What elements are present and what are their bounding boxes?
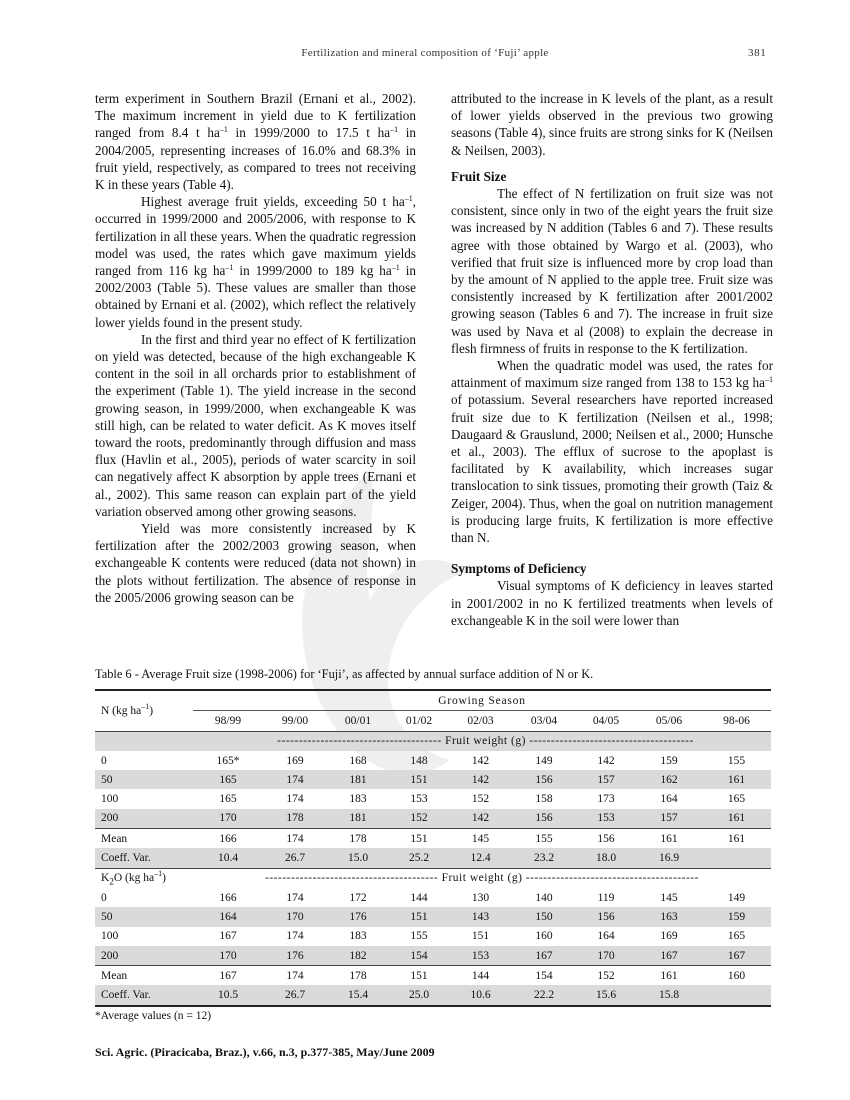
- table-cell: 142: [449, 770, 512, 789]
- table-cell: 26.7: [263, 985, 327, 1005]
- table-cell: 167: [636, 946, 702, 966]
- table-cell: 183: [349, 930, 367, 943]
- table-cell: 170: [193, 946, 263, 966]
- n-rate-header: N (kg $ha^{-1}$): [95, 690, 193, 731]
- k-rate-header: $K_2O$ (kg $ha^{-1}$): [95, 868, 193, 888]
- table-cell: 162: [636, 770, 702, 789]
- table-row: [95, 848, 771, 868]
- table-cell: 178: [327, 829, 389, 849]
- table-cell: 164: [660, 793, 678, 806]
- table-cell: 173: [597, 793, 615, 806]
- table-cell: 155: [727, 754, 746, 767]
- table-row: [95, 770, 771, 789]
- table-caption: Table 6 - Average Fruit size (1998-2006) for ‘Fuji’, as affected by annual surface addition of N or K.: [95, 667, 594, 681]
- table-cell: 167: [702, 946, 771, 966]
- table-cell: 169: [286, 754, 304, 767]
- table-cell: 153: [410, 793, 428, 806]
- table-cell: 174: [286, 930, 304, 943]
- table-cell: 156: [512, 809, 576, 829]
- table-cell: 145: [449, 829, 512, 849]
- left-paragraph-1: term experiment in Southern Brazil (Ernani et al., 2002). The maximum increment in yield due to K fertilization ranged from 8.4 t $ha^{-1}$ in 1999/2000 to 17.5 t $ha^{-1}$ in 2004/2005, representing increases of 16.0% and 68.3% in fruit yield, respectively, as compared to trees not receiving K in these years (Table 4).: [95, 91, 417, 193]
- table-row: [95, 888, 771, 907]
- row-label: Mean: [95, 966, 193, 986]
- table-cell: 174: [263, 966, 327, 986]
- table-cell: 160: [535, 930, 553, 943]
- table-cell: 143: [449, 907, 512, 926]
- table-cell: 142: [597, 754, 615, 767]
- row-label: 100: [101, 930, 119, 943]
- row-label: 50: [95, 770, 193, 789]
- table-row: [95, 927, 771, 946]
- section-heading-fruit-size: Fruit Size: [451, 168, 507, 184]
- table-cell: 26.7: [263, 848, 327, 868]
- table-cell: 154: [512, 966, 576, 986]
- row-label: 50: [95, 907, 193, 926]
- table-cell: 150: [512, 907, 576, 926]
- table-cell: 161: [702, 829, 771, 849]
- table-cell: 165: [219, 793, 237, 806]
- right-paragraph-1: attributed to the increase in K levels of the plant, as a result of lower yields observed in the previous two growing seasons (Table 4), since fruits are strong sinks for K (Neilsen & Neilsen, 2003).: [451, 91, 773, 158]
- table-cell: 159: [660, 754, 678, 767]
- table-cell: 16.9: [636, 848, 702, 868]
- table-cell: 160: [702, 966, 771, 986]
- table-row: [95, 829, 771, 849]
- season-col-header: 03/04: [512, 711, 576, 731]
- table-cell: 167: [219, 930, 237, 943]
- growing-season-header: Growing Season: [193, 690, 771, 711]
- table-cell: 165*: [216, 754, 240, 767]
- row-label: 200: [95, 946, 193, 966]
- table-cell: 167: [512, 946, 576, 966]
- table-cell: 174: [263, 770, 327, 789]
- table-cell: 156: [512, 770, 576, 789]
- table-cell: 152: [389, 809, 449, 829]
- table-cell: 23.2: [512, 848, 576, 868]
- table-cell: [702, 985, 771, 1005]
- table-cell: 15.0: [327, 848, 389, 868]
- table-row: [95, 985, 771, 1005]
- table-cell: 176: [327, 907, 389, 926]
- right-paragraph-2: The effect of N fertilization on fruit size was not consistent, since only in two of the eight years the fruit size was increased by N addition (Tables 6 and 7). These results agree with those obtained by Wargo et al. (2003), who verified that fruit size is influenced more by crop load than by the amount of N applied to the apple tree. Fruit size was consistently increased by K fertilization after 2001/2002 growing season (Tables 6 and 7). The increase in fruit size was used by Nava et al (2008) to explain the decrease in flesh firmness of fruits in response to the K fertilization.: [451, 186, 773, 356]
- table-cell: 172: [349, 891, 367, 904]
- table-cell: 170: [263, 907, 327, 926]
- table-cell: 25.2: [389, 848, 449, 868]
- table-cell: 142: [471, 754, 490, 767]
- table-cell: 165: [727, 930, 746, 943]
- table-cell: 183: [349, 793, 367, 806]
- table-cell: 152: [576, 966, 636, 986]
- table-cell: 164: [193, 907, 263, 926]
- table-cell: 161: [636, 966, 702, 986]
- table-cell: 151: [389, 770, 449, 789]
- table-cell: 169: [660, 930, 678, 943]
- table-cell: [702, 848, 771, 868]
- table-cell: 164: [597, 930, 615, 943]
- table-cell: 178: [327, 966, 389, 986]
- table-cell: 165: [193, 770, 263, 789]
- table-cell: 159: [702, 907, 771, 926]
- table-cell: 140: [535, 891, 553, 904]
- right-paragraph-4: Visual symptoms of K deficiency in leaves started in 2001/2002 in no K fertilized treatments when levels of exchangeable K in the soil were lower than: [451, 578, 773, 628]
- table-cell: 155: [512, 829, 576, 849]
- season-col-header: 00/01: [327, 711, 389, 731]
- table-row: [95, 809, 771, 829]
- n-subheader-row: -------------------------------------- Fruit weight (g) --------------------------------------: [95, 731, 771, 751]
- table-cell: 155: [410, 930, 428, 943]
- table-row: [95, 789, 771, 808]
- row-label: 0: [101, 754, 107, 767]
- table-cell: 153: [576, 809, 636, 829]
- k-subheader-row: [95, 868, 771, 888]
- table-cell: 161: [702, 770, 771, 789]
- right-column: [451, 90, 773, 629]
- row-label: Coeff. Var.: [95, 985, 193, 1005]
- table-row: [95, 946, 771, 966]
- table-cell: 161: [636, 829, 702, 849]
- season-col-header: 01/02: [389, 711, 449, 731]
- left-paragraph-2: Highest average fruit yields, exceeding 50 t $ha^{-1}$, occurred in 1999/2000 and 2005/2006, with response to K fertilization in all these years. When the quadratic regression model was used, the rates which gave maximum yields ranged from 116 kg $ha^{-1}$ in 1999/2000 to 189 kg $ha^{-1}$ in 2002/2003 (Table 5). These values are smaller than those obtained by Ernani et al. (2002), which reflect the relatively lower yields found in the present study.: [95, 194, 416, 330]
- fruit-weight-subheader: ---------------------------------------- Fruit weight (g) ----------------------------------------: [193, 868, 771, 888]
- table-cell: 165: [727, 793, 746, 806]
- journal-footer: Sci. Agric. (Piracicaba, Braz.), v.66, n.3, p.377-385, May/June 2009: [95, 1045, 435, 1059]
- table-cell: 168: [349, 754, 367, 767]
- table-cell: 149: [727, 891, 746, 904]
- table-cell: 15.8: [636, 985, 702, 1005]
- season-col-header: 02/03: [449, 711, 512, 731]
- table-cell: 154: [389, 946, 449, 966]
- table-cell: 152: [471, 793, 490, 806]
- table-cell: 166: [193, 829, 263, 849]
- season-col-header: 99/00: [263, 711, 327, 731]
- section-heading-symptoms: Symptoms of Deficiency: [451, 561, 587, 577]
- row-label: Mean: [95, 829, 193, 849]
- table-cell: 10.6: [449, 985, 512, 1005]
- table-cell: 142: [449, 809, 512, 829]
- table-cell: 22.2: [512, 985, 576, 1005]
- table-cell: 157: [636, 809, 702, 829]
- table-row: [95, 751, 771, 770]
- table-cell: 148: [410, 754, 428, 767]
- table-row: [95, 966, 771, 986]
- table-cell: 174: [286, 891, 304, 904]
- table-cell: 176: [263, 946, 327, 966]
- table-cell: 157: [576, 770, 636, 789]
- left-paragraph-4: Yield was more consistently increased by K fertilization after the 2002/2003 growing season, when exchangeable K contents were reduced (data not shown) in the plots without fertilization. The absence of response in the 2005/2006 growing season can be: [95, 521, 416, 605]
- left-paragraph-3: In the first and third year no effect of K fertilization on yield was detected, because of the high exchangeable K content in the soil in all orchards prior to establishment of the experiment (Table 1). The yield increase in the second growing season, in 1999/2000, when exchangeable K was still high, can be related to water deficit. As K moves itself toward the roots, predominantly through diffusion and mass flux (Havlin et al., 2005), periods of water scarcity in soil can negatively affect K absorption by apple trees (Ernani et al., 2002). This same reason can explain part of the yield variation observed among other growing seasons.: [95, 331, 416, 519]
- table-cell: 10.4: [193, 848, 263, 868]
- running-header: Fertilization and mineral composition of ‘Fuji’ apple: [301, 47, 549, 59]
- table-cell: 151: [389, 829, 449, 849]
- table-cell: 151: [389, 907, 449, 926]
- table-cell: 119: [597, 891, 615, 904]
- table-cell: 167: [193, 966, 263, 986]
- table-cell: 182: [327, 946, 389, 966]
- table-cell: 151: [471, 930, 490, 943]
- table-cell: 12.4: [449, 848, 512, 868]
- table-cell: 166: [219, 891, 237, 904]
- row-label: Coeff. Var.: [95, 848, 193, 868]
- table-cell: 144: [410, 891, 428, 904]
- right-paragraph-3: When the quadratic model was used, the rates for attainment of maximum size ranged from 138 to 153 kg $ha^{-1}$ of potassium. Several researchers have reported increased fruit size due to K fertilization (Neilsen et al., 1998; Daugaard & Grauslund, 2000; Neilsen et al., 2000; Hunsche et al., 2003). The efflux of sucrose to the apoplast is facilitated by K availability, which increases sugar translocation to sink tissues, promoting their growth (Taiz & Zeiger, 2004). Thus, when the goal on nutrition management is producing large fruits, K fertilization is more effective than N.: [451, 358, 773, 546]
- season-header-row: [95, 711, 771, 731]
- table-cell: 25.0: [389, 985, 449, 1005]
- table-cell: 170: [576, 946, 636, 966]
- table-cell: 170: [193, 809, 263, 829]
- table-cell: 18.0: [576, 848, 636, 868]
- season-col-header: 98-06: [702, 711, 771, 731]
- table-footnote: *Average values (n = 12): [95, 1010, 212, 1022]
- table-cell: 181: [327, 770, 389, 789]
- season-col-header: 04/05: [576, 711, 636, 731]
- table-cell: 151: [389, 966, 449, 986]
- table-row: [95, 907, 771, 926]
- fruit-size-table: [95, 689, 771, 1007]
- table-cell: 144: [449, 966, 512, 986]
- left-column: [95, 90, 416, 606]
- fruit-weight-subheader: Fruit weight (g): [441, 735, 530, 748]
- table-cell: 10.5: [193, 985, 263, 1005]
- table-cell: 156: [576, 907, 636, 926]
- table-cell: 174: [263, 829, 327, 849]
- table-cell: 15.6: [576, 985, 636, 1005]
- table-cell: 15.4: [327, 985, 389, 1005]
- table-cell: 149: [535, 754, 553, 767]
- table-cell: 153: [449, 946, 512, 966]
- page-number: 381: [748, 47, 767, 59]
- table-cell: 145: [660, 891, 678, 904]
- table-cell: 130: [471, 891, 490, 904]
- season-col-header: 05/06: [636, 711, 702, 731]
- table-cell: 156: [576, 829, 636, 849]
- season-col-header: 98/99: [193, 711, 263, 731]
- table-cell: 178: [263, 809, 327, 829]
- row-label: 100: [101, 793, 119, 806]
- table-cell: 161: [702, 809, 771, 829]
- table-cell: 181: [327, 809, 389, 829]
- row-label: 200: [95, 809, 193, 829]
- table-cell: 174: [286, 793, 304, 806]
- table-cell: 158: [535, 793, 553, 806]
- row-label: 0: [101, 891, 107, 904]
- table-cell: 163: [636, 907, 702, 926]
